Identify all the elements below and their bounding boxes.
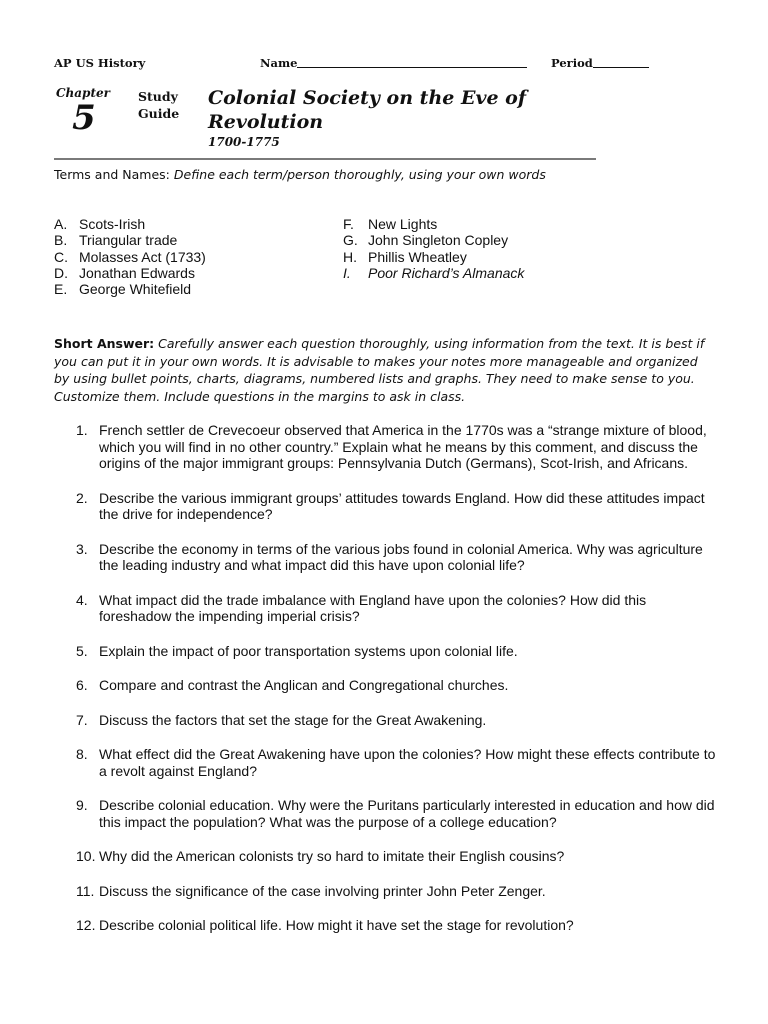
short-answer-instruction: Carefully answer each question thoroughly, using information from the text. It is best if you can put it in your own words. It is advisable to makes your notes more manageable and organized by using bullet points, charts, diagrams, numbered lists and graphs. They need to make sense to you. Customize them. Include questions in the margins to ask in class. [54, 336, 705, 404]
question-item: 8. What effect did the Great Awakening have upon the colonies? How might these effects contribute to a revolt against England? [76, 746, 716, 779]
term-item: H. Phillis Wheatley [343, 248, 467, 265]
title-line2: Revolution [208, 111, 324, 133]
term-item: F. New Lights [343, 216, 438, 232]
study-guide-line2: Guide [138, 106, 180, 121]
question-list [76, 422, 716, 934]
terms-heading [54, 167, 546, 182]
chapter-number: 5 [72, 98, 96, 138]
period-blank-line [593, 67, 649, 68]
term-item: B. Triangular trade [54, 232, 178, 249]
question-item: 9. Describe colonial education. Why were the Puritans particularly interested in education and how did this impact the population? What was the purpose of a college education? [76, 797, 715, 830]
question-item: 7. Discuss the factors that set the stage for the Great Awakening. [76, 711, 487, 728]
terms-label: Terms and Names: [54, 167, 170, 182]
terms-list-left [54, 216, 206, 297]
page-header [54, 56, 658, 72]
short-answer-intro [54, 335, 714, 405]
question-item: 4. What impact did the trade imbalance with England have upon the colonies? How did this foreshadow the impending imperial crisis? [76, 591, 647, 624]
chapter-block [56, 86, 112, 138]
period-label: Period [551, 56, 593, 70]
question-item: 2. Describe the various immigrant groups’ attitudes towards England. How did these attitudes impact the drive for independence? [76, 489, 705, 522]
title-line1: Colonial Society on the Eve of [208, 87, 527, 109]
header-divider [54, 158, 596, 160]
question-item: 1. French settler de Crevecoeur observed that America in the 1770s was a “strange mixture of blood, which you will find in no other country.” Explain what he means by this comment, and discuss the origins of the major immigrant groups: Pennsylvania Dutch (Germans), Scot-Irish, and Africans. [76, 422, 707, 471]
course-name: AP US History [54, 56, 146, 70]
question-item: 5. Explain the impact of poor transportation systems upon colonial life. [76, 642, 518, 659]
question-item: 11. Discuss the significance of the case involving printer John Peter Zenger. [76, 882, 546, 899]
question-item: 12. Describe colonial political life. How might it have set the stage for revolution? [76, 917, 574, 933]
question-item: 3. Describe the economy in terms of the various jobs found in colonial America. Why was agriculture the leading industry and what impact did this have upon colonial life? [76, 540, 703, 573]
term-item: I. Poor Richard’s Almanack [343, 264, 525, 281]
short-answer-label: Short Answer: [54, 336, 155, 351]
study-guide-line1: Study [138, 89, 178, 104]
study-guide-label [138, 88, 179, 122]
term-item: G. John Singleton Copley [343, 232, 509, 249]
period-field [551, 56, 649, 70]
terms-instruction: Define each term/person thoroughly, using your own words [173, 167, 546, 182]
name-label: Name [260, 56, 298, 70]
term-item: E. George Whitefield [54, 281, 192, 298]
term-item: A. Scots-Irish [54, 216, 146, 232]
term-item: D. Jonathan Edwards [54, 264, 195, 281]
page-title [208, 86, 568, 134]
title-years: 1700-1775 [208, 135, 280, 149]
question-item: 10. Why did the American colonists try so hard to imitate their English cousins? [76, 848, 565, 864]
terms-list-right [343, 216, 524, 281]
term-item: C. Molasses Act (1733) [54, 248, 206, 265]
name-blank-line [297, 67, 527, 68]
name-field [260, 56, 527, 70]
question-item: 6. Compare and contrast the Anglican and Congregational churches. [76, 677, 509, 693]
chapter-label: Chapter [56, 86, 110, 100]
